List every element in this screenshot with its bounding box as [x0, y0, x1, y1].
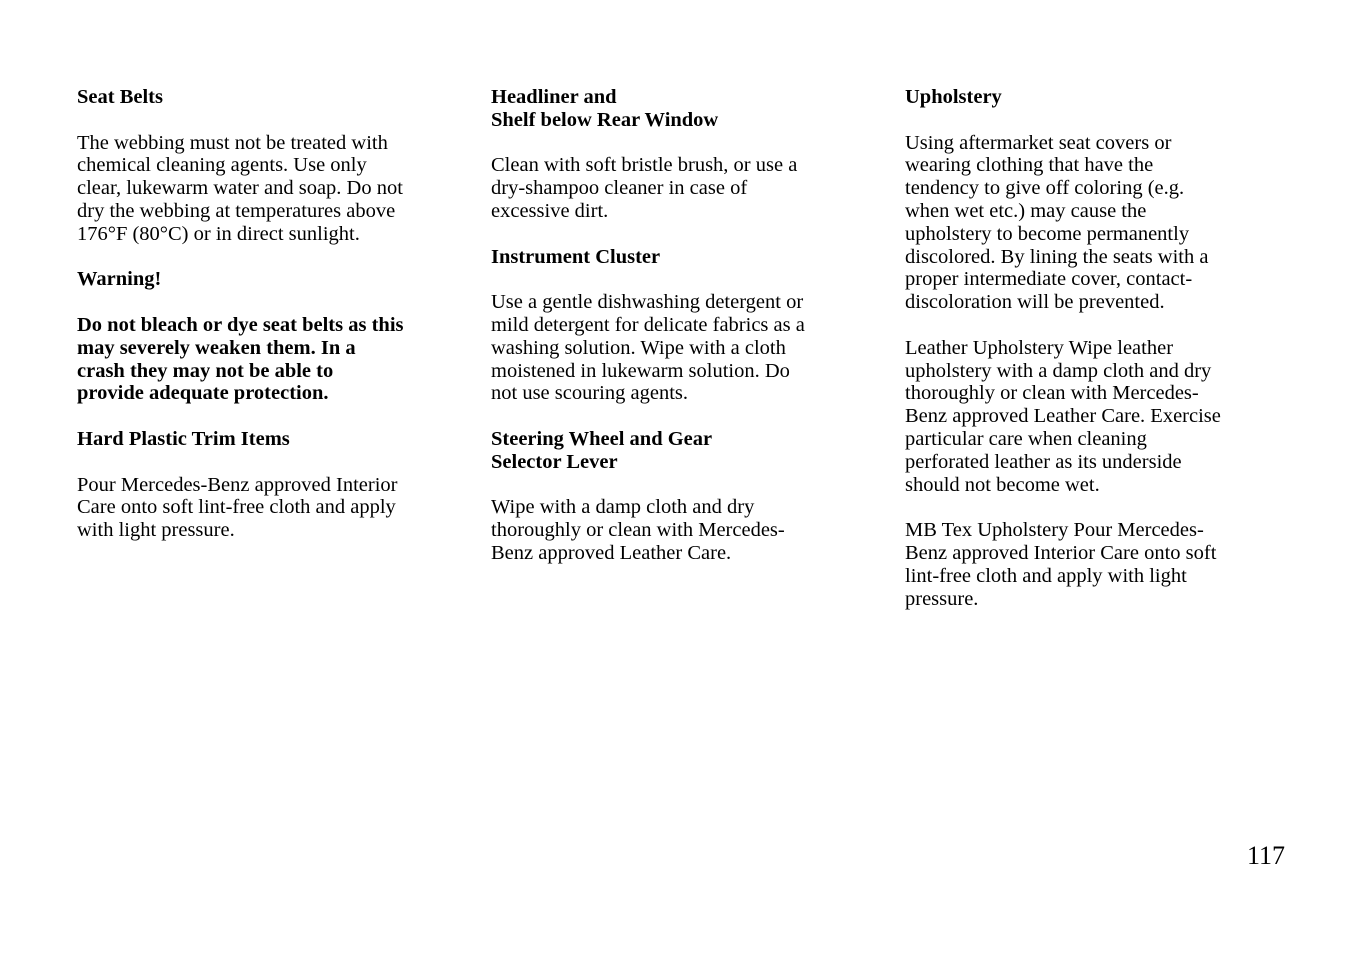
text-line: thoroughly or clean with Mercedes- — [491, 519, 785, 542]
column-2 — [491, 86, 876, 588]
text-line: Pour Mercedes-Benz approved Interior — [77, 473, 398, 496]
section-heading-instrument-cluster — [491, 246, 876, 269]
section-heading-headliner — [491, 86, 876, 132]
text-line: clear, lukewarm water and soap. Do not — [77, 177, 403, 200]
text-line: dry-shampoo cleaner in case of — [491, 177, 748, 200]
text-line: particular care when cleaning — [905, 427, 1147, 450]
paragraph-steering-wheel — [491, 496, 876, 564]
text-line: provide adequate protection. — [77, 382, 329, 405]
text-line: when wet etc.) may cause the — [905, 199, 1147, 222]
section-heading-hard-plastic-trim — [77, 428, 462, 451]
heading-line: Warning! — [77, 268, 162, 291]
paragraph-seat-belts — [77, 132, 462, 246]
heading-line: Headliner and — [491, 86, 617, 108]
text-line: Wipe with a damp cloth and dry — [491, 496, 755, 519]
column-3 — [905, 86, 1290, 633]
text-line: moistened in lukewarm solution. Do — [491, 359, 790, 382]
page-number: 117 — [1247, 841, 1286, 870]
text-line: The webbing must not be treated with — [77, 131, 388, 154]
column-1 — [77, 86, 462, 565]
text-line: discolored. By lining the seats with a — [905, 245, 1209, 268]
heading-line: Selector Lever — [491, 450, 618, 473]
text-line: tendency to give off coloring (e.g. — [905, 177, 1185, 200]
text-line: Using aftermarket seat covers or — [905, 131, 1172, 154]
section-heading-steering-wheel — [491, 428, 876, 474]
text-line: 176°F (80°C) or in direct sunlight. — [77, 222, 360, 245]
text-line: not use scouring agents. — [491, 382, 688, 405]
paragraph-warning — [77, 314, 462, 405]
heading-line: Hard Plastic Trim Items — [77, 427, 290, 450]
text-line: Clean with soft bristle brush, or use a — [491, 154, 798, 177]
text-line: thoroughly or clean with Mercedes- — [905, 382, 1199, 405]
heading-line: Instrument Cluster — [491, 245, 661, 268]
text-line: discoloration will be prevented. — [905, 291, 1165, 314]
text-line: proper intermediate cover, contact- — [905, 268, 1193, 291]
text-line: Leather Upholstery Wipe leather — [905, 336, 1174, 359]
heading-line: Steering Wheel and Gear — [491, 427, 713, 450]
text-line: Care onto soft lint-free cloth and apply — [77, 496, 396, 519]
text-line: chemical cleaning agents. Use only — [77, 154, 367, 177]
text-line: crash they may not be able to — [77, 359, 334, 382]
text-line: mild detergent for delicate fabrics as a — [491, 313, 805, 336]
text-line: may severely weaken them. In a — [77, 336, 356, 359]
text-line: should not become wet. — [905, 473, 1100, 496]
section-heading-warning — [77, 268, 462, 291]
paragraph-hard-plastic-trim — [77, 474, 462, 542]
text-line: pressure. — [905, 587, 979, 610]
text-line: washing solution. Wipe with a cloth — [491, 336, 786, 359]
text-line: Benz approved Leather Care. — [491, 541, 732, 564]
text-line: dry the webbing at temperatures above — [77, 199, 396, 222]
heading-line: Seat Belts — [77, 86, 163, 108]
text-line: lint-free cloth and apply with light — [905, 564, 1187, 587]
text-line: Benz approved Leather Care. Exercise — [905, 405, 1221, 428]
text-line: perforated leather as its underside — [905, 450, 1182, 473]
text-line: Benz approved Interior Care onto soft — [905, 541, 1217, 564]
text-line: upholstery with a damp cloth and dry — [905, 359, 1212, 382]
paragraph-upholstery — [905, 132, 1290, 314]
text-line: with light pressure. — [77, 519, 235, 542]
section-heading-upholstery — [905, 86, 1290, 109]
paragraph-headliner — [491, 154, 876, 222]
text-line: MB Tex Upholstery Pour Mercedes- — [905, 519, 1204, 542]
text-line: wearing clothing that have the — [905, 154, 1154, 177]
paragraph-instrument-cluster — [491, 291, 876, 405]
text-line: Use a gentle dishwashing detergent or — [491, 291, 804, 314]
paragraph-leather-upholstery — [905, 337, 1290, 497]
paragraph-mb-tex-upholstery — [905, 519, 1290, 610]
text-line: upholstery to become permanently — [905, 222, 1190, 245]
text-line: excessive dirt. — [491, 199, 609, 222]
heading-line: Upholstery — [905, 86, 1002, 108]
heading-line: Shelf below Rear Window — [491, 108, 719, 131]
section-heading-seat-belts — [77, 86, 462, 109]
text-line: Do not bleach or dye seat belts as this — [77, 313, 404, 336]
